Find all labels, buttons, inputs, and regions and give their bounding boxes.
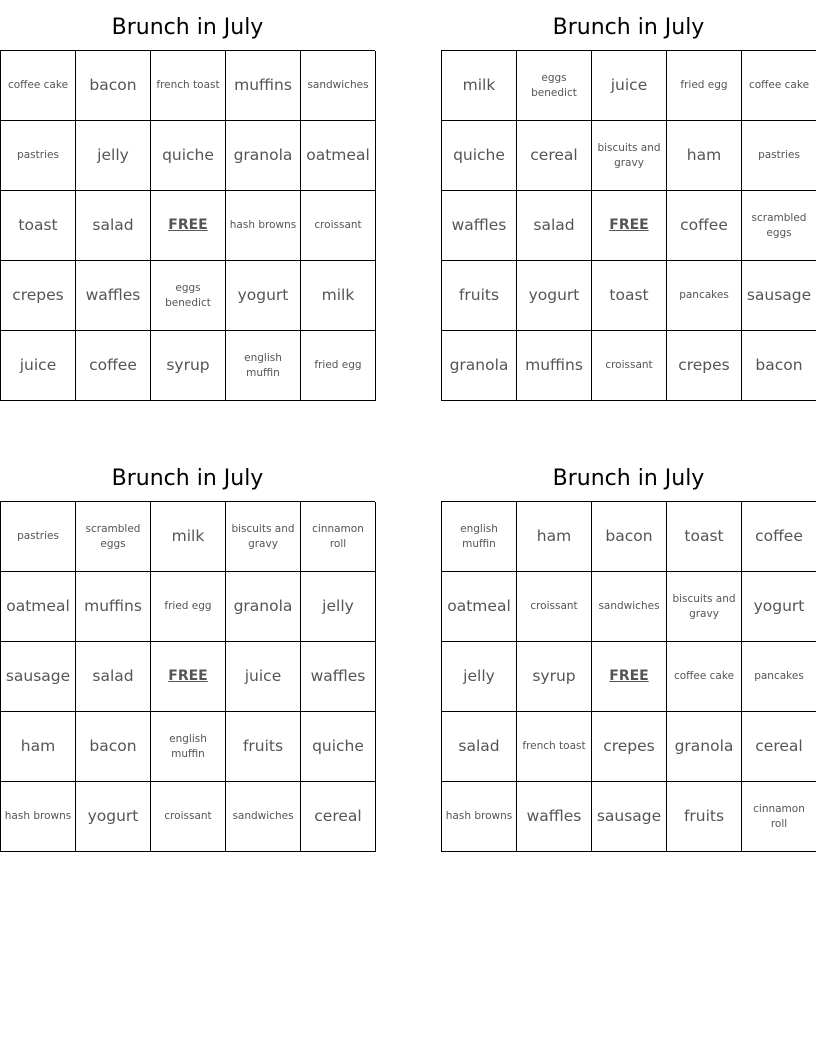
card-title: Brunch in July — [111, 15, 264, 40]
bingo-cell: cereal — [742, 712, 816, 782]
bingo-cell: bacon — [76, 712, 151, 782]
bingo-cell: toast — [1, 191, 76, 261]
bingo-cell: granola — [226, 121, 301, 191]
bingo-cell: coffee cake — [667, 642, 742, 712]
bingo-cell: oatmeal — [1, 572, 76, 642]
bingo-cell: biscuits and gravy — [667, 572, 742, 642]
bingo-cell: scrambled eggs — [76, 502, 151, 572]
bingo-cell: pancakes — [742, 642, 816, 712]
free-space-cell: FREE — [592, 191, 667, 261]
bingo-cell: coffee — [742, 502, 816, 572]
bingo-cell: jelly — [301, 572, 376, 642]
bingo-grid — [441, 501, 816, 852]
bingo-cell: muffins — [517, 331, 592, 401]
bingo-cell: oatmeal — [301, 121, 376, 191]
bingo-cell: yogurt — [742, 572, 816, 642]
bingo-cell: croissant — [151, 782, 226, 852]
free-space-cell: FREE — [592, 642, 667, 712]
bingo-cell: quiche — [151, 121, 226, 191]
bingo-cell: fried egg — [667, 51, 742, 121]
bingo-cell: salad — [76, 191, 151, 261]
bingo-cell: cinnamon roll — [742, 782, 816, 852]
bingo-cell: ham — [667, 121, 742, 191]
bingo-cell: yogurt — [226, 261, 301, 331]
bingo-cell: quiche — [442, 121, 517, 191]
bingo-cell: milk — [442, 51, 517, 121]
bingo-cell: croissant — [517, 572, 592, 642]
bingo-cell: sausage — [592, 782, 667, 852]
bingo-cell: granola — [442, 331, 517, 401]
bingo-cell: waffles — [442, 191, 517, 261]
bingo-cell: hash browns — [226, 191, 301, 261]
bingo-grid — [0, 501, 375, 852]
bingo-cell: fried egg — [301, 331, 376, 401]
bingo-cell: muffins — [226, 51, 301, 121]
bingo-cell: scrambled eggs — [742, 191, 816, 261]
bingo-cell: juice — [1, 331, 76, 401]
bingo-cell: biscuits and gravy — [226, 502, 301, 572]
bingo-cell: toast — [667, 502, 742, 572]
card-title: Brunch in July — [111, 466, 264, 491]
bingo-cell: croissant — [592, 331, 667, 401]
bingo-cell: croissant — [301, 191, 376, 261]
bingo-cell: english muffin — [151, 712, 226, 782]
card-title: Brunch in July — [552, 15, 705, 40]
bingo-cell: crepes — [592, 712, 667, 782]
bingo-cell: granola — [226, 572, 301, 642]
bingo-cell: bacon — [742, 331, 816, 401]
bingo-cell: french toast — [151, 51, 226, 121]
bingo-cell: eggs benedict — [517, 51, 592, 121]
free-space-cell: FREE — [151, 642, 226, 712]
bingo-cell: fruits — [442, 261, 517, 331]
bingo-cell: bacon — [76, 51, 151, 121]
bingo-cell: crepes — [1, 261, 76, 331]
bingo-cell: sandwiches — [592, 572, 667, 642]
bingo-cell: cinnamon roll — [301, 502, 376, 572]
bingo-cell: sausage — [1, 642, 76, 712]
bingo-cell: milk — [151, 502, 226, 572]
bingo-cell: crepes — [667, 331, 742, 401]
bingo-cell: pastries — [1, 502, 76, 572]
bingo-cell: coffee cake — [1, 51, 76, 121]
bingo-cell: fried egg — [151, 572, 226, 642]
bingo-cell: jelly — [442, 642, 517, 712]
bingo-cell: coffee — [76, 331, 151, 401]
bingo-cell: sausage — [742, 261, 816, 331]
bingo-cell: yogurt — [76, 782, 151, 852]
bingo-cell: ham — [517, 502, 592, 572]
bingo-cell: waffles — [76, 261, 151, 331]
bingo-cell: cereal — [301, 782, 376, 852]
bingo-cell: salad — [517, 191, 592, 261]
bingo-cell: biscuits and gravy — [592, 121, 667, 191]
bingo-grid — [0, 50, 375, 401]
bingo-cell: salad — [442, 712, 517, 782]
bingo-cell: milk — [301, 261, 376, 331]
bingo-cell: french toast — [517, 712, 592, 782]
bingo-cell: waffles — [301, 642, 376, 712]
bingo-cell: english muffin — [226, 331, 301, 401]
free-space-cell: FREE — [151, 191, 226, 261]
bingo-cell: juice — [226, 642, 301, 712]
bingo-cell: syrup — [517, 642, 592, 712]
bingo-cell: pastries — [742, 121, 816, 191]
bingo-cell: salad — [76, 642, 151, 712]
bingo-cell: granola — [667, 712, 742, 782]
bingo-cell: juice — [592, 51, 667, 121]
bingo-cell: bacon — [592, 502, 667, 572]
bingo-cell: syrup — [151, 331, 226, 401]
bingo-cell: toast — [592, 261, 667, 331]
bingo-cell: english muffin — [442, 502, 517, 572]
bingo-cell: jelly — [76, 121, 151, 191]
bingo-cell: pastries — [1, 121, 76, 191]
bingo-cell: quiche — [301, 712, 376, 782]
bingo-cell: hash browns — [1, 782, 76, 852]
bingo-cell: oatmeal — [442, 572, 517, 642]
bingo-cell: cereal — [517, 121, 592, 191]
bingo-cell: eggs benedict — [151, 261, 226, 331]
bingo-cell: sandwiches — [226, 782, 301, 852]
bingo-cell: fruits — [226, 712, 301, 782]
bingo-grid — [441, 50, 816, 401]
bingo-cell: coffee cake — [742, 51, 816, 121]
bingo-cell: pancakes — [667, 261, 742, 331]
card-title: Brunch in July — [552, 466, 705, 491]
bingo-cell: muffins — [76, 572, 151, 642]
bingo-cell: sandwiches — [301, 51, 376, 121]
bingo-cell: hash browns — [442, 782, 517, 852]
bingo-cell: waffles — [517, 782, 592, 852]
bingo-cell: yogurt — [517, 261, 592, 331]
bingo-cell: coffee — [667, 191, 742, 261]
bingo-cell: ham — [1, 712, 76, 782]
bingo-cell: fruits — [667, 782, 742, 852]
